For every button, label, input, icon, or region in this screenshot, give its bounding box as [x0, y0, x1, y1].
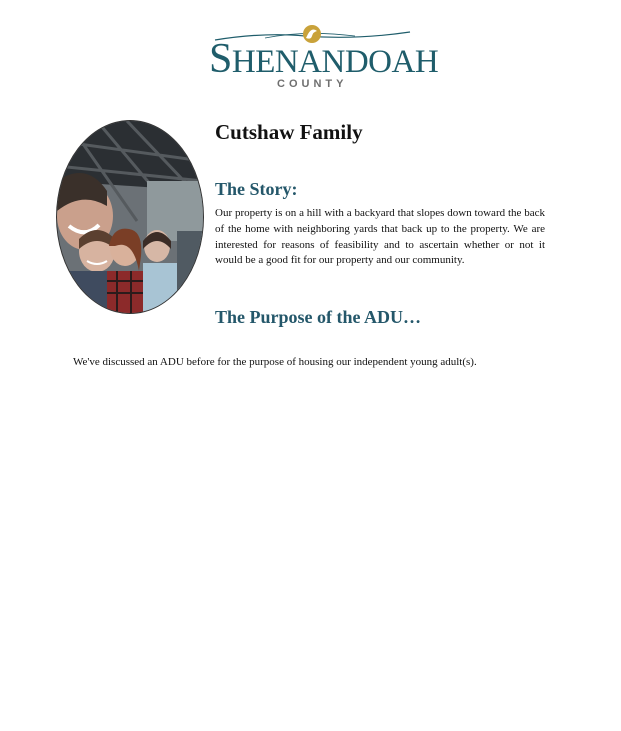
family-photo [56, 120, 204, 314]
story-heading: The Story: [215, 179, 298, 199]
shenandoah-county-logo [205, 22, 439, 94]
family-name-heading: Cutshaw Family [215, 120, 363, 144]
logo-subtitle: COUNTY [277, 78, 348, 90]
logo-initial: S [209, 36, 232, 82]
purpose-heading: The Purpose of the ADU… [215, 307, 421, 327]
logo-name-rest: HENANDOAH [231, 44, 439, 80]
purpose-paragraph: We've discussed an ADU before for the purpose of housing our independent young adult(s). [73, 356, 477, 368]
story-paragraph: Our property is on a hill with a backyard that slopes down toward the back of the home with neighboring yards that back up to the property. We are interested for reasons of feasibility and to ascertain whether or not it would be a good fit for our property and our community. [215, 207, 545, 267]
